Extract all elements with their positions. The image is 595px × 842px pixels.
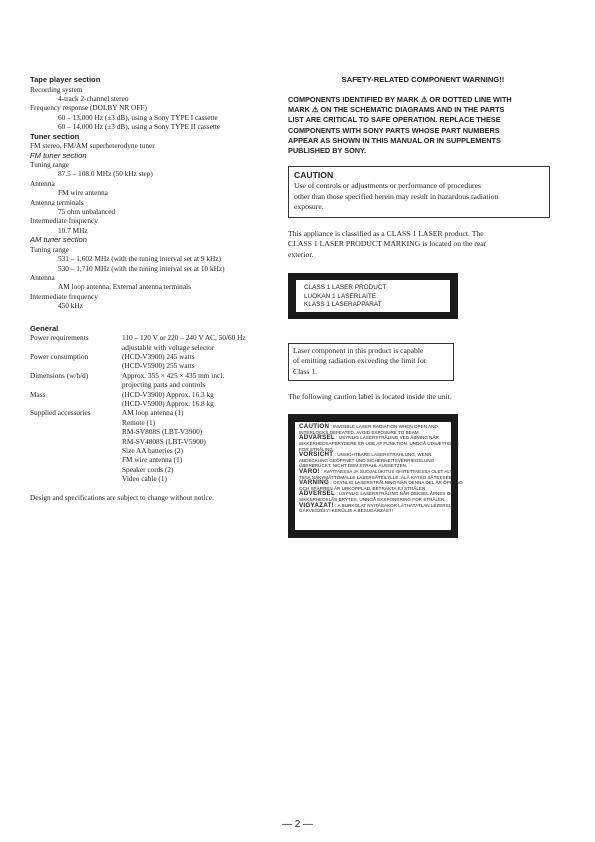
warning-line: APPEAR AS SHOWN IN THIS MANUAL OR IN SUPPLEMENTS xyxy=(288,135,501,145)
general-spec-table xyxy=(30,333,275,484)
spec-line: 75 ohm unbalanced xyxy=(58,207,116,217)
caution-box xyxy=(288,166,550,218)
warning-line: LIST ARE CRITICAL TO SAFE OPERATION. REPLACE THESE xyxy=(288,115,501,125)
internal-caution-label-text xyxy=(295,422,463,530)
laser-component-line: Laser component in this product is capable xyxy=(293,346,424,356)
warning-line: COMPONENTS WITH SONY PARTS WHOSE PART NUMBERS xyxy=(288,125,500,135)
caution-label-text: : UNSICHTBARE LASERSTRAHLUNG, WENN xyxy=(333,452,432,458)
spec-key: Power consumption xyxy=(30,351,89,361)
spec-value xyxy=(122,352,275,371)
warning-line: PUBLISHED BY SONY. xyxy=(288,146,367,156)
caution-label-text: : AVATTAESSA JA SUOJALUKITUS OHITETTAESSA OLET ALT- xyxy=(319,468,454,474)
caution-label-text: INTERLOCKS DEFEATED. AVOID EXPOSURE TO BEAM. xyxy=(299,429,420,435)
caution-label-language: VARNING xyxy=(299,479,330,487)
spec-value-line: FM wire antenna (1) xyxy=(122,455,183,465)
spec-line: FM wire antenna xyxy=(58,188,108,198)
caution-label-text: TIINA NÄKYMÄTTÖMÄLLE LASERSÄTEILYLLE. ÄLÄ KATSO SÄTEESEEN. xyxy=(299,474,457,480)
spec-row xyxy=(30,390,275,409)
spec-value-line: (HCD-V3900) 245 watts xyxy=(122,351,195,361)
caution-label-text: FOR STRÅLING. xyxy=(299,446,335,452)
caution-label-language: CAUTION xyxy=(299,423,330,431)
general-section-heading: General xyxy=(30,323,59,333)
caution-label-text: SIKKERHEDSLÅS BRYTES. UNNGÅ EKSPONERING FOR STRÅLEN. xyxy=(299,496,446,502)
spec-value xyxy=(122,408,275,483)
internal-caution-label xyxy=(288,414,463,538)
spec-line: Antenna xyxy=(30,178,55,188)
spec-line: Antenna terminals xyxy=(30,197,84,207)
spec-line: 450 kHz xyxy=(58,301,83,311)
caution-label-language: VARO! xyxy=(299,467,320,475)
spec-line: Intermediate frequency xyxy=(30,216,98,226)
spec-key: Power requirements xyxy=(30,333,89,343)
page-number: — 2 — xyxy=(281,819,314,830)
spec-value-line: Size AA batteries (2) xyxy=(122,446,183,455)
spec-line: Tuning range xyxy=(30,244,69,254)
safety-warning-title: SAFETY-RELATED COMPONENT WARNING!! xyxy=(341,75,505,84)
caution-line: exposure. xyxy=(294,202,324,212)
laser-class-text xyxy=(288,229,558,260)
spec-change-note: Design and specifications are subject to change without notice. xyxy=(30,492,214,502)
spec-value-line: Remote (1) xyxy=(122,417,156,427)
class1-laser-label-text xyxy=(296,280,450,312)
caution-label-location: The following caution label is located inside the unit. xyxy=(288,391,452,401)
tuner-section-heading: Tuner section xyxy=(30,131,80,141)
spec-value xyxy=(122,333,275,352)
fm-section-heading: FM tuner section xyxy=(30,150,87,160)
class-line: CLASS 1 LASER PRODUCT MARKING is located on the rear xyxy=(288,239,487,249)
spec-line: 4-track 2-channel stereo xyxy=(58,94,129,103)
spec-value-line: Speaker cords (2) xyxy=(122,464,174,474)
spec-line: Antenna xyxy=(30,272,55,282)
spec-line: 531 – 1,602 MHz (with the tuning interval set at 9 kHz) xyxy=(58,254,221,264)
spec-line: 60 – 14,000 Hz (±3 dB), using a Sony TYPE II cassette xyxy=(58,122,221,132)
class-line: exterior. xyxy=(288,249,314,259)
label-line: LUOKAN 1 LASERLAITE xyxy=(304,292,377,300)
warning-line: MARK ⚠ ON THE SCHEMATIC DIAGRAMS AND IN THE PARTS xyxy=(288,105,505,115)
class-line: This appliance is classified as a CLASS 1 LASER product. The xyxy=(288,229,484,238)
spec-line: 60 – 13,000 Hz (±3 dB), using a Sony TYPE I cassette xyxy=(58,112,218,122)
spec-value-line: AM loop antenna (1) xyxy=(122,408,184,418)
caution-label-language: VORSICHT xyxy=(299,451,334,459)
caution-label-language: VIGYAZAT! xyxy=(299,501,335,509)
caution-label-text: GÁRVESZÉLY! KERÜLJE A BESUGÁRZÁST! xyxy=(299,508,394,514)
caution-label-text: ÜBERBRÜCKT. NICHT DEM STRAHL AUSSETZEN. xyxy=(299,463,408,469)
spec-value-line: RM-SV808S (LBT-V3900) xyxy=(122,427,203,437)
fm-spec-list xyxy=(30,160,275,235)
spec-line: Intermediate frequency xyxy=(30,291,98,301)
caution-label-text: SIKKERHEDSAFBRYDERE ER UDE AF FUNKTION. UNDGÅ UDSÆTTELSE xyxy=(299,441,459,447)
spec-line: Recording system xyxy=(30,84,83,94)
laser-component-box xyxy=(288,343,454,381)
spec-row xyxy=(30,352,275,371)
laser-component-line: of emitting radiation exceeding the limit for xyxy=(293,356,427,366)
am-spec-list xyxy=(30,245,275,311)
caution-label-language: ADVARSEL xyxy=(299,434,335,442)
spec-value xyxy=(122,371,275,390)
spec-row xyxy=(30,371,275,390)
label-line: CLASS 1 LASER PRODUCT xyxy=(304,284,387,292)
caution-heading: CAUTION xyxy=(294,170,334,181)
spec-key: Dimensions (w/h/d) xyxy=(30,370,89,380)
caution-text xyxy=(294,181,544,213)
am-section-heading: AM tuner section xyxy=(30,235,87,245)
caution-label-text: : INVISIBLE LASER RADIATION WHEN OPEN AND xyxy=(329,424,438,430)
caution-line: Use of controls or adjustments or performance of procedures xyxy=(294,181,481,191)
caution-line: other than those specified herein may result in hazardous radiation xyxy=(294,191,499,201)
spec-value-line: projecting parts and controls xyxy=(122,380,206,390)
spec-value-line: (HCD-V3900) Approx. 16.3 kg xyxy=(122,389,214,399)
tape-spec-list xyxy=(30,85,275,132)
spec-line: 530 – 1,710 MHz (with the tuning interval set at 10 kHz) xyxy=(58,263,225,273)
spec-value-line: Approx. 355 × 425 × 435 mm incl. xyxy=(122,370,225,380)
spec-key: Supplied accessories xyxy=(30,408,91,418)
caution-label-language: ADVERSEL xyxy=(299,490,336,498)
spec-value-line: (HCD-V5900) 255 watts xyxy=(122,361,195,371)
caution-label-text: ABDECKUNG GEÖFFNET UND SICHERHEITSVERRIEGELUNG xyxy=(299,457,435,463)
class1-laser-label xyxy=(288,273,458,319)
spec-value-line: (HCD-V5900) Approx. 16.8 kg xyxy=(122,398,214,408)
spec-line: 10.7 MHz xyxy=(58,225,88,235)
spec-value xyxy=(122,390,275,409)
spec-row xyxy=(30,408,275,483)
spec-value-line: adjustable with voltage selector xyxy=(122,342,215,352)
spec-key: Mass xyxy=(30,389,46,399)
caution-label-text: : USYNLIG LASERSTRÅLING NÅR DEKSEL ÅPNES OG xyxy=(335,491,454,497)
warning-line: COMPONENTS IDENTIFIED BY MARK ⚠ OR DOTTED LINE WITH xyxy=(288,95,512,104)
label-line: KLASS 1 LASERAPPARAT xyxy=(304,301,382,309)
spec-value-line: 110 – 120 V or 220 – 240 V AC, 50/60 Hz xyxy=(122,333,246,343)
tuner-intro: FM stereo, FM/AM superheterodyne tuner xyxy=(30,141,155,151)
tape-section-heading: Tape player section xyxy=(30,75,101,84)
spec-line: 87.5 – 108.0 MHz (50 kHz step) xyxy=(58,169,153,179)
safety-column xyxy=(288,75,558,538)
caution-label-text: OCH SPÄRREN ÄR URKOPPLAD. BETRAKTA EJ STRÅLEN. xyxy=(299,485,427,491)
caution-label-text: : USYNLIG LASERSTRÅLING VED ÅBNING NÅR xyxy=(334,435,439,441)
spec-value-line: RM-SV4808S (LBT-V5900) xyxy=(122,436,206,446)
spec-value-line: Video cable (1) xyxy=(122,474,167,484)
laser-component-line: Class 1. xyxy=(293,366,318,376)
safety-warning-text xyxy=(288,95,558,156)
spec-line: Frequency response (DOLBY NR OFF) xyxy=(30,103,147,113)
caution-label-line xyxy=(299,508,447,514)
spec-line: Tuning range xyxy=(30,160,69,170)
caution-label-text: : A BURKOLAT NYITÁSAKOR LÁTHATATLAN LÉZERSU- xyxy=(334,502,454,508)
specifications-column xyxy=(30,75,275,502)
spec-line: AM loop antenna, External antenna terminals xyxy=(58,282,191,292)
caution-label-text: : OSYNLIG LASERSTRÅLNING NÄR DENNA DEL ÄR ÖPPNAD xyxy=(329,480,463,486)
spec-row xyxy=(30,333,275,352)
